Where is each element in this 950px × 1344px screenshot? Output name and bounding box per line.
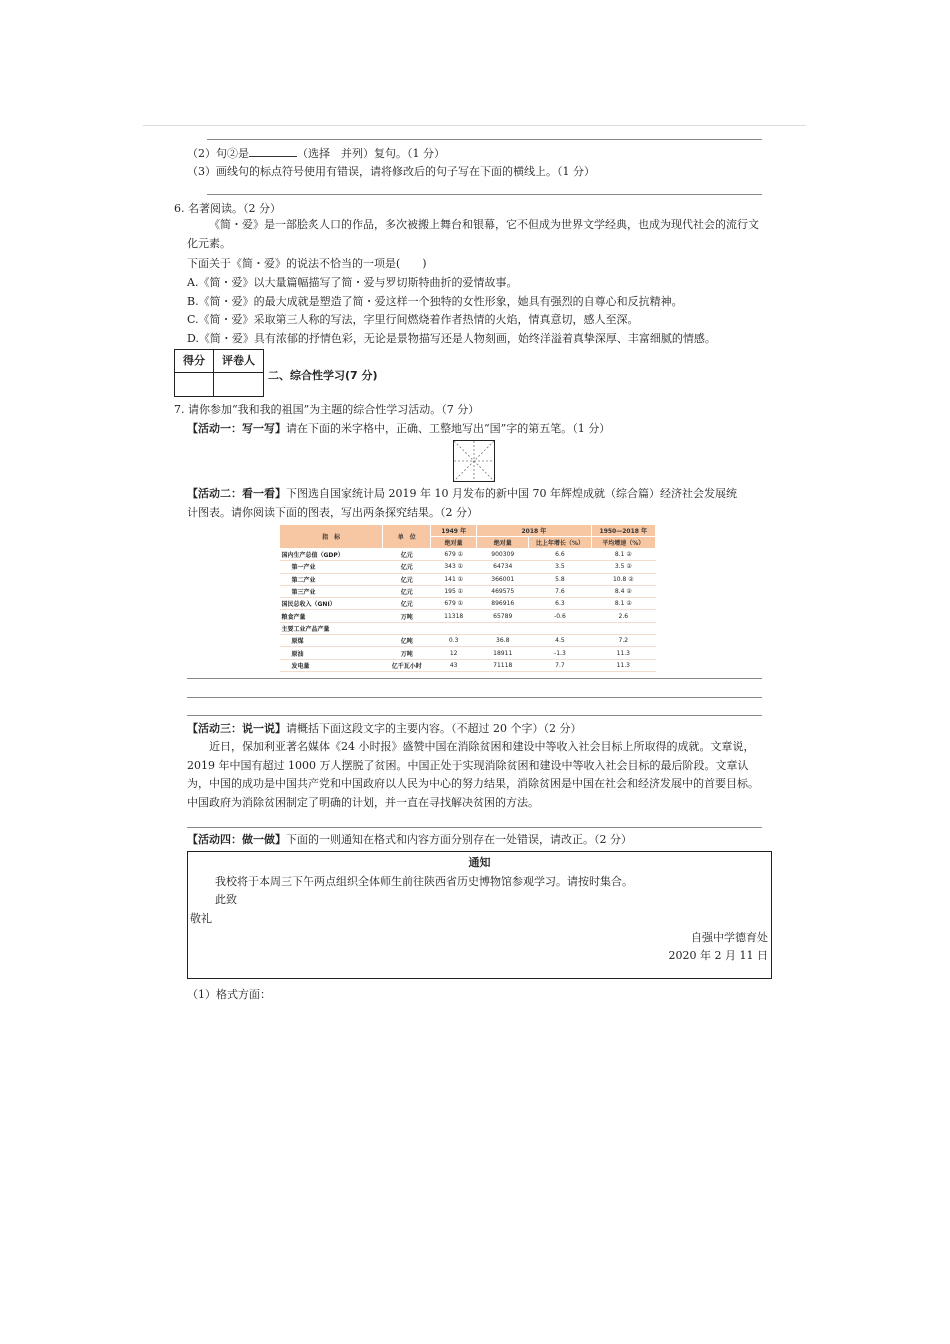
score-box-divider bbox=[213, 372, 214, 396]
cell-name: 粮食产量 bbox=[280, 610, 383, 622]
cell-unit: 亿元 bbox=[383, 573, 431, 585]
activity4: 【活动四：做一做】下面的一则通知在格式和内容方面分别存在一处错误，请改正。（2 分） bbox=[187, 833, 632, 846]
cell-avg: 2.6 bbox=[591, 610, 655, 622]
table-row bbox=[280, 573, 656, 585]
cell-name: 原油 bbox=[280, 647, 383, 659]
answer-line[interactable] bbox=[187, 678, 762, 679]
q5-item3: （3）画线句的标点符号使用有错误，请将修改后的句子写在下面的横线上。（1 分） bbox=[187, 165, 595, 178]
notice-signer: 自强中学德育处 bbox=[691, 931, 768, 944]
answer-line[interactable] bbox=[187, 827, 762, 828]
cell-unit: 万吨 bbox=[383, 647, 431, 659]
activity3-passage: 近日，保加利亚著名媒体《24 小时报》盛赞中国在消除贫困和建设中等收入社会目标上所取得的成就。文章说，2019 年中国有超过 1000 万人摆脱了贫困。中国正处于实现消除贫困和建设中等收入社会目标的最后阶段。文章认为，中国的成功是中国共产党和中国政府以人民为中心的努力结果，消除贫困是中国在社会和经济发展中的首要目标。中国政府为消除贫困制定了明确的计划，并一直在寻找解决贫困的方法。 bbox=[187, 740, 759, 809]
cell-1949: 11318 bbox=[431, 610, 477, 622]
cell-2018: 896916 bbox=[477, 598, 529, 610]
cell-name: 发电量 bbox=[280, 659, 383, 671]
q6-option-a[interactable]: A.《简・爱》以大量篇幅描写了简・爱与罗切斯特曲折的爱情故事。 bbox=[187, 276, 518, 289]
q6-passage: 《简・爱》是一部脍炙人口的作品，多次被搬上舞台和银幕，它不但成为世界文学经典，也成为现代社会的流行文化元素。 bbox=[187, 218, 759, 250]
notice-jingli: 敬礼 bbox=[190, 912, 212, 925]
cell-1949: 43 bbox=[431, 659, 477, 671]
fill-blank[interactable] bbox=[249, 145, 297, 157]
answer-line[interactable] bbox=[187, 715, 762, 716]
answer-line bbox=[207, 139, 762, 140]
cell-1949: 343 ① bbox=[431, 561, 477, 573]
notice-title: 通知 bbox=[468, 856, 491, 869]
q7-title: 7. 请你参加“我和我的祖国”为主题的综合性学习活动。（7 分） bbox=[174, 403, 480, 416]
cell-growth: 6.3 bbox=[529, 598, 591, 610]
table-row bbox=[280, 549, 656, 561]
cell-unit: 万吨 bbox=[383, 610, 431, 622]
rice-grid[interactable] bbox=[453, 440, 495, 482]
activity2-line2: 计图表。请你阅读下面的图表，写出两条探究结果。（2 分） bbox=[187, 506, 478, 519]
table-row bbox=[280, 659, 656, 671]
th-unit: 单 位 bbox=[383, 525, 431, 549]
cell-2018: 65789 bbox=[477, 610, 529, 622]
th-2018-growth: 比上年增长（%） bbox=[529, 537, 591, 549]
cell-avg: 8.4 ② bbox=[591, 585, 655, 597]
cell-1949 bbox=[431, 622, 477, 634]
cell-unit: 亿元 bbox=[383, 561, 431, 573]
cell-2018: 469575 bbox=[477, 585, 529, 597]
cell-name: 主要工业产品产量 bbox=[280, 622, 383, 634]
section-title: 二、综合性学习(7 分) bbox=[268, 369, 378, 382]
th-1949: 1949 年 bbox=[431, 525, 477, 537]
score-label: 得分 bbox=[175, 350, 214, 373]
th-2018-abs: 绝对量 bbox=[477, 537, 529, 549]
q6-option-d[interactable]: D.《简・爱》具有浓郁的抒情色彩，无论是景物描写还是人物刻画，始终洋溢着真挚深厚、丰富细腻的情感。 bbox=[187, 332, 716, 345]
cell-growth: 6.6 bbox=[529, 549, 591, 561]
cell-avg: 11.3 bbox=[591, 647, 655, 659]
cell-unit: 亿元 bbox=[383, 598, 431, 610]
cell-growth: 4.5 bbox=[529, 635, 591, 647]
notice-cizhi: 此致 bbox=[215, 893, 237, 906]
cell-growth: 7.6 bbox=[529, 585, 591, 597]
cell-growth: -1.3 bbox=[529, 647, 591, 659]
format-item: （1）格式方面： bbox=[187, 988, 271, 1001]
cell-growth: -0.6 bbox=[529, 610, 591, 622]
cell-name: 国内生产总值（GDP） bbox=[280, 549, 383, 561]
answer-line[interactable] bbox=[207, 194, 762, 195]
table-row bbox=[280, 598, 656, 610]
th-indicator: 指 标 bbox=[280, 525, 383, 549]
cell-avg bbox=[591, 622, 655, 634]
q6-option-c[interactable]: C.《简・爱》采取第三人称的写法，字里行间燃烧着作者热情的火焰，情真意切，感人至深。 bbox=[187, 313, 639, 326]
cell-2018: 36.8 bbox=[477, 635, 529, 647]
th-2018: 2018 年 bbox=[477, 525, 591, 537]
table-row bbox=[280, 647, 656, 659]
table-row bbox=[280, 610, 656, 622]
rice-grid-guides bbox=[454, 441, 494, 481]
cell-1949: 0.3 bbox=[431, 635, 477, 647]
cell-unit: 亿千瓦小时 bbox=[383, 659, 431, 671]
notice-date: 2020 年 2 月 11 日 bbox=[668, 949, 768, 962]
score-box bbox=[174, 349, 264, 397]
cell-growth: 5.8 bbox=[529, 573, 591, 585]
cell-name: 原煤 bbox=[280, 635, 383, 647]
activity1: 【活动一：写一写】请在下面的米字格中，正确、工整地写出“国”字的第五笔。（1 分） bbox=[187, 422, 611, 435]
q6-stem: 下面关于《简・爱》的说法不恰当的一项是( ) bbox=[187, 257, 427, 270]
cell-unit: 亿元 bbox=[383, 585, 431, 597]
cell-growth: 7.7 bbox=[529, 659, 591, 671]
grader-label: 评卷人 bbox=[214, 350, 263, 373]
cell-avg: 10.8 ② bbox=[591, 573, 655, 585]
q6-option-b[interactable]: B.《简・爱》的最大成就是塑造了简・爱这样一个独特的女性形象，她具有强烈的自尊心和反抗精神。 bbox=[187, 295, 683, 308]
cell-2018: 366001 bbox=[477, 573, 529, 585]
cell-name: 国民总收入（GNI） bbox=[280, 598, 383, 610]
cell-2018: 64734 bbox=[477, 561, 529, 573]
notice-body: 我校将于本周三下午两点组织全体师生前往陕西省历史博物馆参观学习。请按时集合。 bbox=[215, 875, 633, 888]
cell-avg: 8.1 ② bbox=[591, 549, 655, 561]
cell-1949: 679 ① bbox=[431, 549, 477, 561]
cell-unit bbox=[383, 622, 431, 634]
cell-1949: 679 ① bbox=[431, 598, 477, 610]
cell-1949: 12 bbox=[431, 647, 477, 659]
cell-unit: 亿吨 bbox=[383, 635, 431, 647]
cell-growth bbox=[529, 622, 591, 634]
table-row bbox=[280, 585, 656, 597]
cell-unit: 亿元 bbox=[383, 549, 431, 561]
cell-name: 第三产业 bbox=[280, 585, 383, 597]
th-1950-2018: 1950—2018 年 bbox=[591, 525, 655, 537]
page-top-edge bbox=[143, 125, 806, 126]
cell-2018: 900309 bbox=[477, 549, 529, 561]
activity3: 【活动三：说一说】请概括下面这段文字的主要内容。（不超过 20 个字）（2 分） bbox=[187, 722, 582, 735]
cell-name: 第二产业 bbox=[280, 573, 383, 585]
stats-table bbox=[279, 524, 656, 672]
activity2-line1: 【活动二：看一看】下图选自国家统计局 2019 年 10 月发布的新中国 70 年辉煌成就（综合篇）经济社会发展统 bbox=[187, 487, 737, 500]
th-avg-growth: 平均增速（%） bbox=[591, 537, 655, 549]
cell-name: 第一产业 bbox=[280, 561, 383, 573]
cell-avg: 8.1 ② bbox=[591, 598, 655, 610]
cell-1949: 195 ① bbox=[431, 585, 477, 597]
notice-box bbox=[187, 851, 772, 979]
cell-1949: 141 ① bbox=[431, 573, 477, 585]
table-row bbox=[280, 561, 656, 573]
cell-avg: 11.3 bbox=[591, 659, 655, 671]
table-row bbox=[280, 635, 656, 647]
q6-title: 6. 名著阅读。（2 分） bbox=[174, 202, 281, 215]
th-1949-abs: 绝对量 bbox=[431, 537, 477, 549]
q5-item2: （2）句②是 （选择 并列）复句。（1 分） bbox=[187, 147, 445, 160]
cell-growth: 3.5 bbox=[529, 561, 591, 573]
cell-2018 bbox=[477, 622, 529, 634]
cell-2018: 18911 bbox=[477, 647, 529, 659]
cell-avg: 7.2 bbox=[591, 635, 655, 647]
table-row bbox=[280, 622, 656, 634]
answer-line[interactable] bbox=[187, 697, 762, 698]
cell-avg: 3.5 ② bbox=[591, 561, 655, 573]
cell-2018: 71118 bbox=[477, 659, 529, 671]
